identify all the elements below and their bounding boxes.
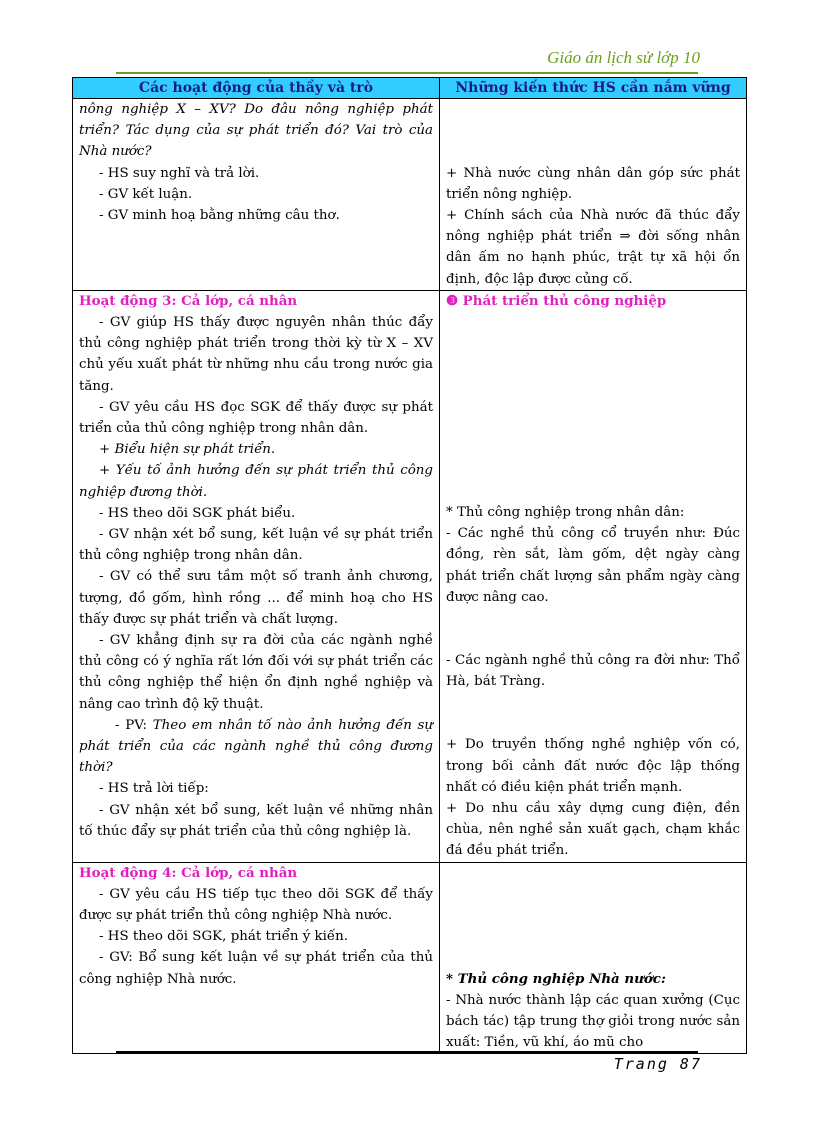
table-row — [73, 99, 747, 291]
pv-question: Theo em nhân tố nào ảnh hưởng đến sự phát triển của các ngành nghề thủ công đương thời? — [79, 717, 434, 776]
row2-left-para: - GV khẳng định sự ra đời của các ngành nghề thủ công có ý nghĩa rất lớn đối với sự phát triển các thủ công nghiệp thể hiện ổn định nghề nghiệp và nâng cao trình độ kỹ thuật. — [79, 633, 433, 712]
row3-left-para: - HS theo dõi SGK, phát triển ý kiến. — [99, 929, 349, 945]
row3-left-para: - GV: Bổ sung kết luận về sự phát triển của thủ công nghiệp Nhà nước. — [79, 950, 433, 987]
row2-left-cell — [73, 290, 440, 862]
row2-left-para: - GV nhận xét bổ sung, kết luận về những nhân tố thúc đẩy sự phát triển của thủ công nghiệp là. — [79, 802, 433, 839]
row3-left-para: - GV yêu cầu HS tiếp tục theo dõi SGK để thấy được sự phát triển thủ công nghiệp Nhà nước. — [79, 886, 433, 924]
row2-left-para: - GV nhận xét bổ sung, kết luận về sự phát triển thủ công nghiệp trong nhân dân. — [79, 527, 433, 564]
row1-left-line: - GV minh hoạ bằng những câu thơ. — [99, 208, 340, 224]
row2-right-para: + Do truyền thống nghề nghiệp vốn có, trong bối cảnh đất nước độc lập thống nhất có điều kiện phát triển mạnh. — [446, 737, 740, 795]
row2-right-para: - Các ngành nghề thủ công ra đời như: Thổ Hà, bát Tràng. — [446, 653, 740, 690]
footer-rule — [116, 1051, 698, 1053]
row1-right-para: + Nhà nước cùng nhân dân góp sức phát triển nông nghiệp. — [446, 165, 740, 202]
page-number: Trang 87 — [613, 1055, 702, 1073]
row1-left-line: - HS suy nghĩ và trả lời. — [99, 165, 260, 181]
row2-right-para: - Các nghề thủ công cổ truyền như: Đúc đồng, rèn sắt, làm gốm, dệt ngày càng phát triển chất lượng sản phẩm ngày càng được nâng cao. — [446, 526, 740, 605]
col2-header: Những kiến thức HS cần nắm vững — [440, 78, 747, 99]
row2-left-para: - HS trả lời tiếp: — [99, 781, 209, 797]
row3-left-cell — [73, 862, 440, 1054]
row1-right-cell — [440, 99, 747, 291]
activity-4-heading: Hoạt động 4: Cả lớp, cá nhân — [79, 864, 298, 881]
row2-left-para: - HS theo dõi SGK phát biểu. — [99, 505, 296, 521]
lesson-table — [72, 77, 747, 1054]
section-heading: ❸ Phát triển thủ công nghiệp — [446, 292, 667, 309]
pv-prefix: - PV: — [115, 717, 153, 733]
row2-right-para: + Do nhu cầu xây dựng cung điện, đền chùa, nên nghề sản xuất gạch, chạm khắc đá đều phát triển. — [446, 801, 740, 859]
row1-left-cell — [73, 99, 440, 291]
row3-right-heading: * Thủ công nghiệp Nhà nước: — [446, 970, 666, 987]
row2-left-para: + Biểu hiện sự phát triển. — [99, 442, 276, 458]
row3-right-cell — [440, 862, 747, 1054]
activity-3-heading: Hoạt động 3: Cả lớp, cá nhân — [79, 292, 298, 309]
row2-left-para: - GV yêu cầu HS đọc SGK để thấy được sự phát triển của thủ công nghiệp trong nhân dân. — [79, 399, 433, 436]
row1-left-line: - GV kết luận. — [99, 186, 193, 202]
row2-left-para: - GV giúp HS thấy được nguyên nhân thúc đẩy thủ công nghiệp phát triển trong thời kỳ từ X – XV chủ yếu xuất phát từ những nhu cầu trong nước gia tăng. — [79, 314, 433, 394]
table-header-row — [73, 78, 747, 99]
col1-header: Các hoạt động của thầy và trò — [73, 78, 440, 99]
row3-right-para: - Nhà nước thành lập các quan xưởng (Cục bách tác) tập trung thợ giỏi trong nước sản xuất: Tiền, vũ khí, áo mũ cho — [446, 992, 740, 1051]
row2-right-cell — [440, 290, 747, 862]
table-row — [73, 290, 747, 862]
row2-question — [79, 715, 433, 779]
row2-left-para: - GV có thể sưu tầm một số tranh ảnh chương, tượng, đồ gốm, hình rồng ... để minh hoạ cho HS thấy được sự phát triển và chất lượng. — [79, 569, 433, 627]
table-row — [73, 862, 747, 1054]
header-title: Giáo án lịch sử lớp 10 — [547, 48, 700, 67]
row2-left-para: + Yếu tố ảnh hưởng đến sự phát triển thủ công nghiệp đương thời. — [79, 463, 433, 500]
row1-right-para: + Chính sách của Nhà nước đã thúc đẩy nông nghiệp phát triển ⇒ đời sống nhân dân ấm no hạnh phúc, trật tự xã hội ổn định, độc lập được củng cố. — [446, 207, 740, 287]
header-rule — [116, 72, 698, 74]
row1-question: nông nghiệp X – XV? Do đâu nông nghiệp phát triển? Tác dụng của sự phát triển đó? Vai trò của Nhà nước? — [79, 102, 433, 160]
row2-right-para: * Thủ công nghiệp trong nhân dân: — [446, 504, 685, 520]
